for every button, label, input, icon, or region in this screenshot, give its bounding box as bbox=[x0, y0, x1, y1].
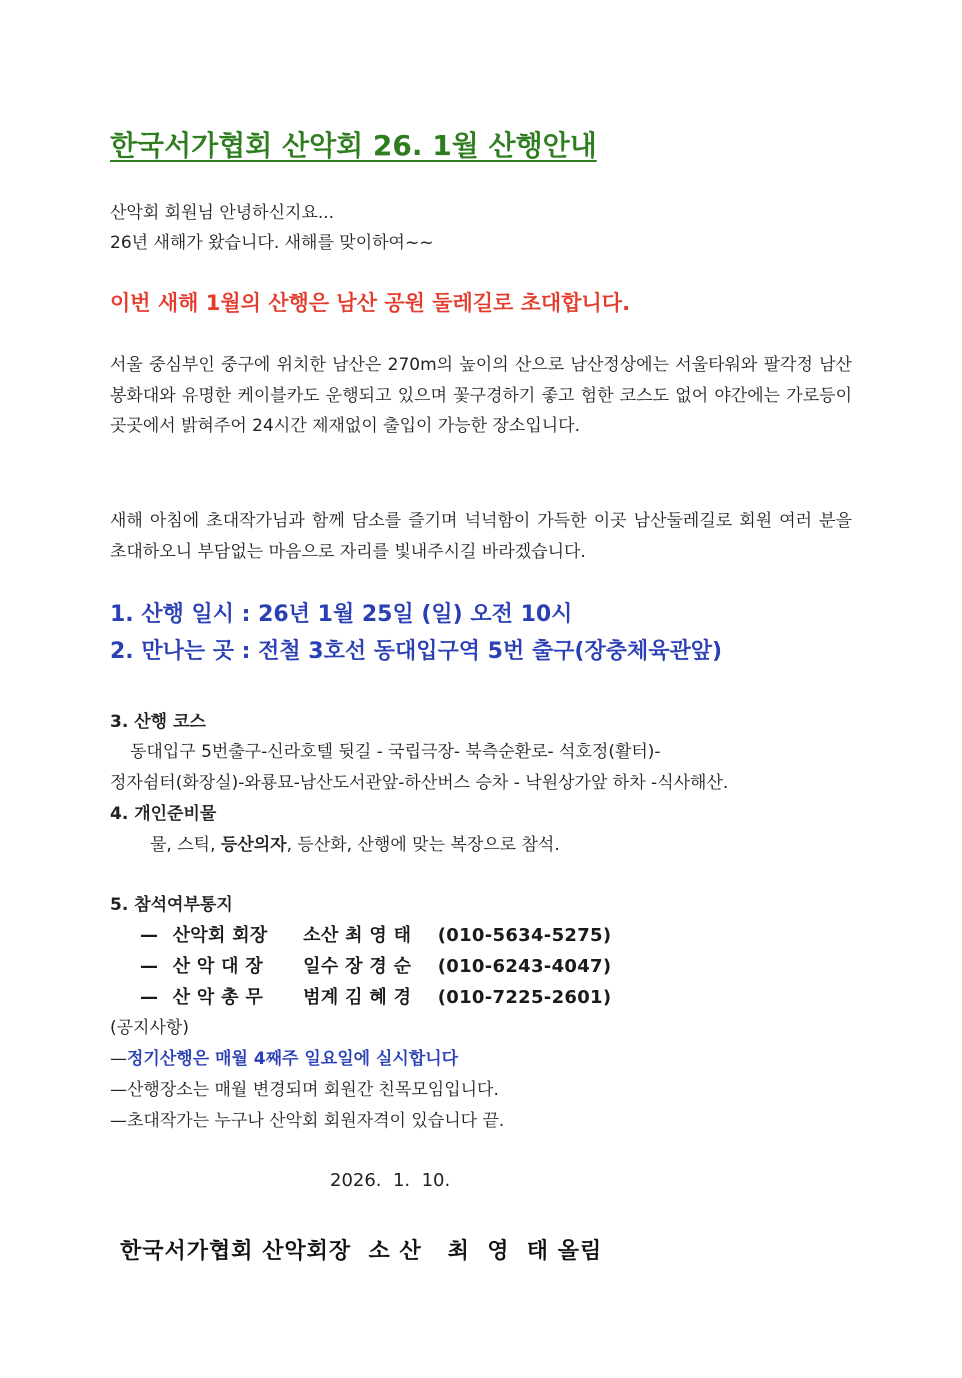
contact-dash: — bbox=[140, 925, 159, 946]
greeting-line-2: 26년 새해가 왔습니다. 새해를 맞이하여~~ bbox=[110, 233, 434, 253]
contact-row bbox=[140, 983, 611, 1009]
course-line-2: 정자쉼터(화장실)-와룡묘-남산도서관앞-하산버스 승차 - 낙원상가앞 하차 -식사해산. bbox=[110, 773, 729, 793]
headline: 이번 새해 1월의 산행은 남산 공원 둘레길로 초대합니다. bbox=[110, 291, 631, 315]
page-title: 한국서가협회 산악회 26. 1월 산행안내 bbox=[110, 129, 597, 162]
contact-dash: — bbox=[140, 987, 159, 1008]
contact-role: 산악회 회장 bbox=[172, 925, 268, 946]
prep-items-strong: 등산의자 bbox=[220, 835, 287, 855]
document-date: 2026. 1. 10. bbox=[330, 1170, 451, 1191]
prep-items bbox=[150, 830, 560, 855]
contact-phone: (010-6243-4047) bbox=[437, 956, 612, 977]
greeting-line-1: 산악회 회원님 안녕하신지요... bbox=[110, 203, 335, 223]
paragraph-intro: 서울 중심부인 중구에 위치한 남산은 270m의 높이의 산으로 남산정상에는 서울타워와 팔각정 남산봉화대와 유명한 케이블카도 운행되고 있으며 꽃구경하기 좋고 험한 코스도 없어 야간에는 가로등이 곳곳에서 밝혀주어 24시간 제재없이 출입이 가능한 장소입니다. bbox=[110, 355, 852, 436]
contact-name: 소산 최 영 태 bbox=[303, 925, 412, 946]
course-heading: 3. 산행 코스 bbox=[110, 712, 206, 732]
contact-role: 산 악 대 장 bbox=[172, 956, 264, 977]
item-date-time: 1. 산행 일시 : 26년 1월 25일 (일) 오전 10시 bbox=[110, 602, 573, 627]
notice-line-3: —초대작가는 누구나 산악회 회원자격이 있습니다 끝. bbox=[110, 1111, 505, 1131]
course-line-1: 동대입구 5번출구-신라호텔 뒷길 - 국립극장- 북측순환로- 석호정(활터)- bbox=[130, 742, 661, 762]
contact-dash: — bbox=[140, 956, 159, 977]
prep-items-before: 물, 스틱, bbox=[150, 835, 221, 855]
contact-role: 산 악 총 무 bbox=[172, 987, 264, 1008]
item-meeting-place: 2. 만나는 곳 : 전철 3호선 동대입구역 5번 출구(장충체육관앞) bbox=[110, 639, 723, 664]
prep-items-after: , 등산화, 산행에 맞는 복장으로 참석. bbox=[286, 835, 560, 855]
contact-phone: (010-5634-5275) bbox=[437, 925, 612, 946]
notice-line-2: —산행장소는 매월 변경되며 회원간 친목모임입니다. bbox=[110, 1080, 499, 1100]
contact-name: 일수 장 경 순 bbox=[303, 956, 412, 977]
signature: 한국서가협회 산악회장 소 산 최 영 태 올림 bbox=[120, 1239, 603, 1264]
rsvp-heading: 5. 참석여부통지 bbox=[110, 895, 233, 915]
contact-name: 범계 김 혜 경 bbox=[303, 987, 412, 1008]
paragraph-invitation: 새해 아침에 초대작가님과 함께 담소를 즐기며 넉넉함이 가득한 이곳 남산둘레길로 회원 여러 분을 초대하오니 부담없는 마음으로 자리를 빛내주시길 바라겠습니다. bbox=[110, 511, 852, 562]
contact-phone: (010-7225-2601) bbox=[437, 987, 612, 1008]
prep-heading: 4. 개인준비물 bbox=[110, 804, 217, 824]
contact-row bbox=[140, 952, 611, 978]
notice-heading: (공지사항) bbox=[110, 1018, 189, 1038]
notice-regular-hike: 정기산행은 매월 4째주 일요일에 실시합니다 bbox=[127, 1049, 459, 1069]
notice-dash: — bbox=[110, 1049, 127, 1069]
contact-row bbox=[140, 921, 611, 947]
notice-line-1 bbox=[110, 1044, 458, 1069]
